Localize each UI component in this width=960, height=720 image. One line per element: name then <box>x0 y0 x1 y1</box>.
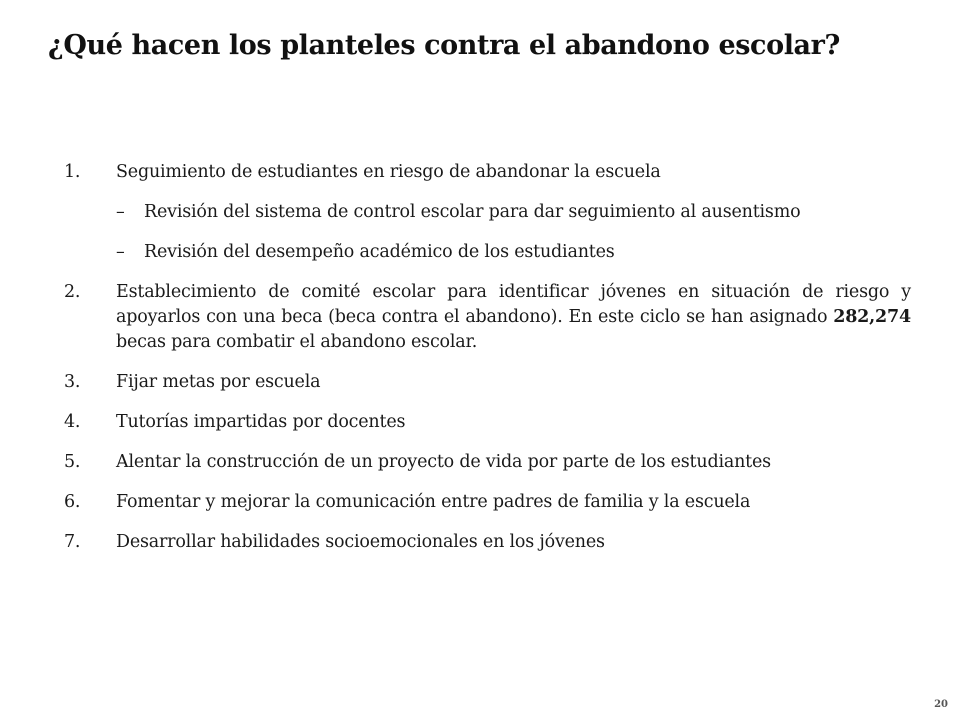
dash-bullet: – <box>116 202 125 222</box>
list-item <box>64 280 911 355</box>
sub-list-item <box>116 200 911 225</box>
text-segment: Establecimiento de comité escolar para identificar jóvenes en situación de riesgo y apoyarlos con una beca (beca contra el abandono). En este ciclo se han asignado <box>116 282 911 327</box>
list-item <box>64 450 911 475</box>
list-number: 1. <box>64 162 81 182</box>
sub-item-text: Revisión del desempeño académico de los estudiantes <box>144 242 615 262</box>
list-number: 5. <box>64 452 81 472</box>
scholarship-count: 282,274 <box>833 307 911 327</box>
list-number: 3. <box>64 372 81 392</box>
list-item-text: Alentar la construcción de un proyecto de vida por parte de los estudiantes <box>116 452 771 472</box>
list-item <box>64 530 911 555</box>
slide-title: ¿Qué hacen los planteles contra el abandono escolar? <box>48 30 840 61</box>
list-number: 4. <box>64 412 81 432</box>
list-item-text: Seguimiento de estudiantes en riesgo de abandonar la escuela <box>116 162 661 182</box>
sub-item-text: Revisión del sistema de control escolar para dar seguimiento al ausentismo <box>144 202 801 222</box>
list-item <box>64 410 911 435</box>
list-item-text: Fijar metas por escuela <box>116 372 321 392</box>
list-item <box>64 490 911 515</box>
sub-list-item <box>116 240 911 265</box>
list-item-text <box>116 280 911 355</box>
page-number: 20 <box>934 699 948 710</box>
list-number: 7. <box>64 532 81 552</box>
numbered-list <box>64 160 911 570</box>
list-number: 6. <box>64 492 81 512</box>
list-item-text: Desarrollar habilidades socioemocionales en los jóvenes <box>116 532 605 552</box>
sub-list <box>116 200 911 265</box>
list-item <box>64 370 911 395</box>
list-item-text: Fomentar y mejorar la comunicación entre padres de familia y la escuela <box>116 492 751 512</box>
dash-bullet: – <box>116 242 125 262</box>
list-number: 2. <box>64 282 81 302</box>
list-item-text: Tutorías impartidas por docentes <box>116 412 406 432</box>
text-segment: becas para combatir el abandono escolar. <box>116 332 478 352</box>
list-item <box>64 160 911 265</box>
